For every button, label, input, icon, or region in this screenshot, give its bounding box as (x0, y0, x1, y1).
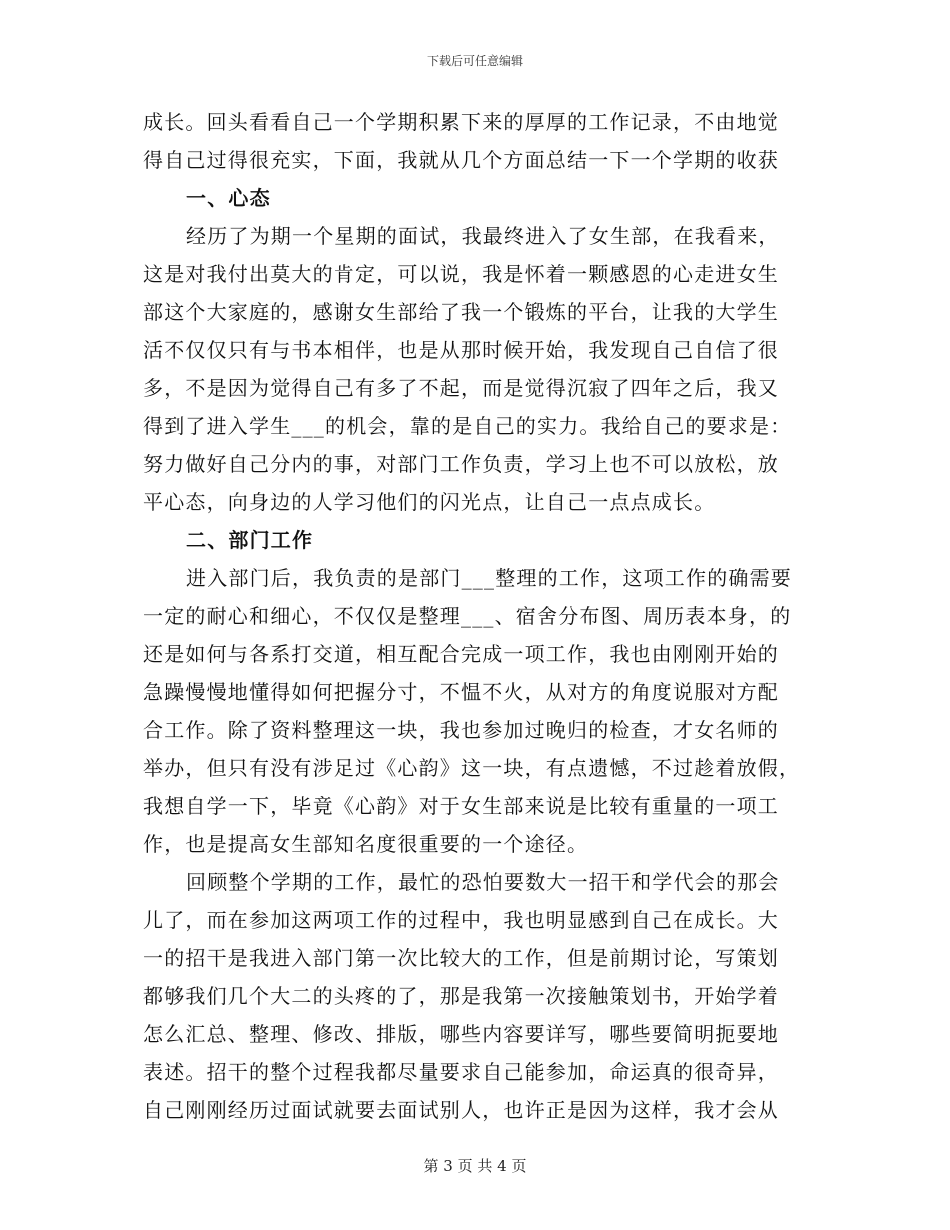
page-number-footer: 第 3 页 共 4 页 (423, 1157, 527, 1175)
paragraph-line: 平心态，向身边的人学习他们的闪光点，让自己一点点成长。 (143, 490, 716, 514)
paragraph-line: 儿了，而在参加这两项工作的过程中，我也明显感到自己在成长。大 (143, 908, 779, 932)
paragraph-line: 我想自学一下，毕竟《心韵》对于女生部来说是比较有重量的一项工 (143, 794, 779, 818)
paragraph-line: 一定的耐心和细心，不仅仅是整理___、宿舍分布图、周历表本身，的 (143, 604, 792, 628)
page-header: 下载后可任意编辑 (426, 54, 523, 68)
document-body (143, 103, 813, 1129)
paragraph-first-line: 进入部门后，我负责的是部门___整理的工作，这项工作的确需要 (186, 566, 792, 590)
paragraph-line: 成长。回头看看自己一个学期积累下来的厚厚的工作记录，不由地觉 (143, 110, 779, 134)
paragraph-line: 努力做好自己分内的事，对部门工作负责，学习上也不可以放松，放 (143, 452, 779, 476)
paragraph-line: 合工作。除了资料整理这一块，我也参加过晚归的检查，才女名师的 (143, 718, 779, 742)
paragraph-line: 这是对我付出莫大的肯定，可以说，我是怀着一颗感恩的心走进女生 (143, 262, 779, 286)
paragraph-line: 得到了进入学生___的机会，靠的是自己的实力。我给自己的要求是： (143, 414, 792, 438)
paragraph-line: 一的招干是我进入部门第一次比较大的工作，但是前期讨论，写策划 (143, 946, 779, 970)
paragraph-first-line: 经历了为期一个星期的面试，我最终进入了女生部，在我看来， (186, 224, 780, 248)
paragraph-line: 表述。招干的整个过程我都尽量要求自己能参加，命运真的很奇异， (143, 1060, 779, 1084)
paragraph-line: 怎么汇总、整理、修改、排版，哪些内容要详写，哪些要简明扼要地 (143, 1022, 779, 1046)
paragraph-line: 都够我们几个大二的头疼的了，那是我第一次接触策划书，开始学着 (143, 984, 779, 1008)
paragraph-line: 得自己过得很充实，下面，我就从几个方面总结一下一个学期的收获 (143, 148, 779, 172)
paragraph-line: 自己刚刚经历过面试就要去面试别人，也许正是因为这样，我才会从 (143, 1098, 779, 1122)
paragraph-line: 还是如何与各系打交道，相互配合完成一项工作，我也由刚刚开始的 (143, 642, 779, 666)
paragraph-first-line: 回顾整个学期的工作，最忙的恐怕要数大一招干和学代会的那会 (186, 870, 780, 894)
paragraph-line: 举办，但只有没有涉足过《心韵》这一块，有点遗憾，不过趁着放假， (143, 756, 801, 780)
section-heading: 一、心态 (186, 186, 271, 210)
paragraph-line: 急躁慢慢地懂得如何把握分寸，不愠不火，从对方的角度说服对方配 (143, 680, 779, 704)
section-heading: 二、部门工作 (186, 528, 314, 552)
paragraph-line: 活不仅仅只有与书本相伴，也是从那时候开始，我发现自己自信了很 (143, 338, 779, 362)
paragraph-line: 部这个大家庭的，感谢女生部给了我一个锻炼的平台，让我的大学生 (143, 300, 779, 324)
paragraph-line: 多，不是因为觉得自己有多了不起，而是觉得沉寂了四年之后，我又 (143, 376, 779, 400)
paragraph-line: 作，也是提高女生部知名度很重要的一个途径。 (143, 832, 589, 856)
